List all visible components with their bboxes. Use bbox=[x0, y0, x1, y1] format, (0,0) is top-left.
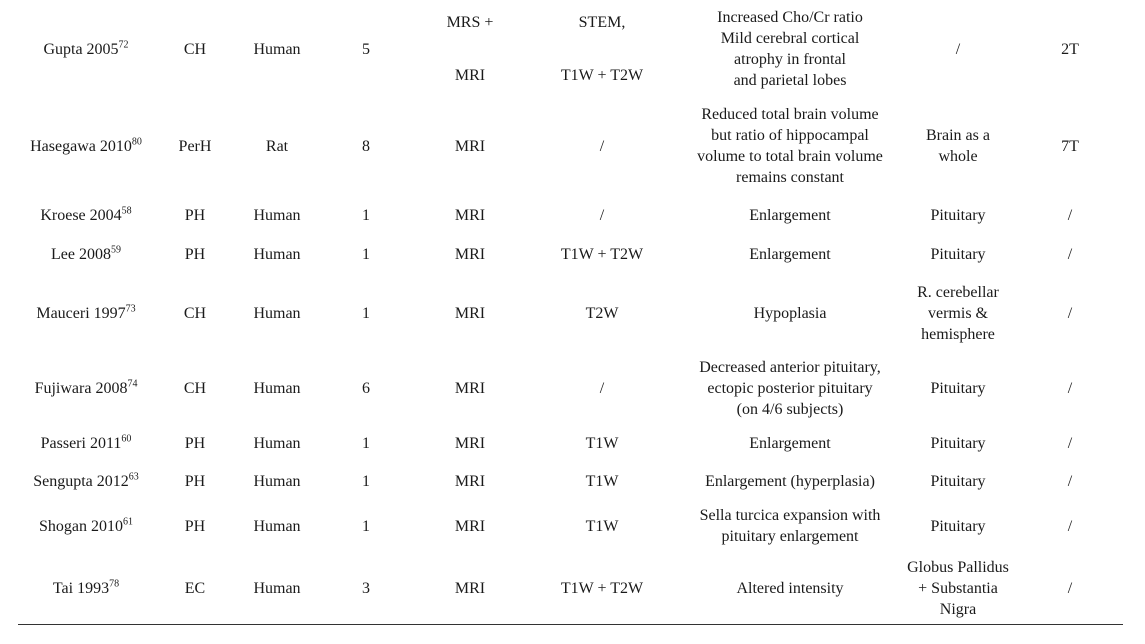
reference-number: 60 bbox=[121, 433, 132, 445]
subjects-cell bbox=[330, 426, 402, 460]
type-cell bbox=[160, 4, 230, 94]
field-strength-value: 2T bbox=[1061, 40, 1079, 58]
finding-line: Hypoplasia bbox=[753, 304, 827, 322]
field-strength-value: / bbox=[1067, 517, 1073, 535]
modality-cell bbox=[410, 234, 530, 274]
species-value: Human bbox=[253, 206, 301, 224]
type-value: EC bbox=[184, 579, 206, 597]
study-author-year: Fujiwara 2008 bbox=[34, 379, 128, 397]
subjects-value: 1 bbox=[362, 304, 370, 322]
sequence-line: / bbox=[599, 206, 605, 224]
sequence-cell bbox=[530, 500, 674, 552]
field-strength-cell bbox=[1030, 4, 1110, 94]
region-line: Brain as a bbox=[926, 127, 990, 144]
finding-line: Reduced total brain volume bbox=[701, 106, 879, 123]
modality-line: MRI bbox=[454, 579, 486, 597]
study-author-year: Kroese 2004 bbox=[40, 206, 122, 224]
species-cell bbox=[232, 462, 322, 500]
sequence-line: T1W bbox=[585, 434, 619, 452]
type-value: PH bbox=[184, 245, 206, 263]
species-value: Human bbox=[253, 434, 301, 452]
modality-line: MRI bbox=[454, 517, 486, 535]
study-name bbox=[51, 244, 121, 265]
type-cell bbox=[160, 234, 230, 274]
field-strength-cell bbox=[1030, 102, 1110, 190]
region-line: Globus Pallidus bbox=[907, 558, 1009, 576]
finding-cell bbox=[674, 426, 906, 460]
study-author-year: Sengupta 2012 bbox=[33, 472, 129, 490]
species-value: Human bbox=[253, 245, 301, 263]
table-row bbox=[0, 500, 1145, 552]
sequence-cell bbox=[530, 352, 674, 424]
modality-cell bbox=[410, 102, 530, 190]
subjects-cell bbox=[330, 196, 402, 234]
field-strength-value: / bbox=[1067, 472, 1073, 490]
type-value: PH bbox=[184, 517, 206, 535]
sequence-line: T1W + T2W bbox=[560, 579, 644, 597]
region-line: vermis & bbox=[928, 304, 988, 322]
species-value: Human bbox=[253, 472, 301, 490]
sequence-cell bbox=[530, 280, 674, 346]
finding-line: volume to total brain volume bbox=[697, 148, 883, 165]
subjects-value: 1 bbox=[362, 434, 370, 452]
study-author-year: Mauceri 1997 bbox=[36, 304, 126, 322]
finding-line: Increased Cho/Cr ratio bbox=[717, 9, 863, 26]
region-line: Pituitary bbox=[930, 206, 986, 224]
region-line: R. cerebellar bbox=[917, 283, 999, 301]
type-value: CH bbox=[183, 379, 207, 397]
type-value: PH bbox=[184, 472, 206, 490]
finding-cell bbox=[674, 500, 906, 552]
sequence-cell bbox=[530, 4, 674, 94]
reference-number: 78 bbox=[109, 578, 120, 590]
finding-line: Enlargement bbox=[749, 434, 831, 452]
field-strength-value: / bbox=[1067, 206, 1073, 224]
species-value: Rat bbox=[265, 137, 289, 155]
finding-cell bbox=[674, 556, 906, 620]
table-row bbox=[0, 426, 1145, 460]
sequence-line: T1W bbox=[585, 517, 619, 535]
type-value: CH bbox=[183, 304, 207, 322]
study-cell bbox=[18, 102, 154, 190]
field-strength-value: / bbox=[1067, 245, 1073, 263]
modality-line: MRI bbox=[454, 206, 486, 224]
type-cell bbox=[160, 556, 230, 620]
subjects-cell bbox=[330, 102, 402, 190]
region-cell bbox=[900, 556, 1016, 620]
sequence-cell bbox=[530, 462, 674, 500]
field-strength-cell bbox=[1030, 426, 1110, 460]
type-cell bbox=[160, 462, 230, 500]
sequence-line: T1W + T2W bbox=[560, 245, 644, 263]
finding-line: ectopic posterior pituitary bbox=[707, 379, 873, 397]
finding-cell bbox=[674, 4, 906, 94]
region-line: + Substantia bbox=[918, 579, 998, 597]
modality-cell bbox=[410, 500, 530, 552]
table-row bbox=[0, 234, 1145, 274]
field-strength-cell bbox=[1030, 352, 1110, 424]
finding-line: and parietal lobes bbox=[733, 72, 847, 89]
study-name bbox=[43, 39, 128, 60]
region-line: Pituitary bbox=[930, 517, 986, 535]
sequence-line: T1W bbox=[585, 472, 619, 490]
study-name bbox=[36, 303, 135, 324]
sequence-cell bbox=[530, 234, 674, 274]
reference-number: 73 bbox=[125, 303, 136, 315]
sequence-cell bbox=[530, 426, 674, 460]
table-row bbox=[0, 102, 1145, 190]
sequence-line: / bbox=[599, 137, 605, 155]
modality-line: MRI bbox=[454, 472, 486, 490]
region-line: Nigra bbox=[939, 600, 977, 618]
sequence-line: / bbox=[599, 379, 605, 397]
modality-cell bbox=[410, 556, 530, 620]
region-cell bbox=[900, 280, 1016, 346]
study-cell bbox=[18, 352, 154, 424]
finding-cell bbox=[674, 102, 906, 190]
region-cell bbox=[900, 196, 1016, 234]
subjects-cell bbox=[330, 280, 402, 346]
subjects-cell bbox=[330, 4, 402, 94]
study-name bbox=[41, 433, 132, 454]
modality-line: MRI bbox=[454, 245, 486, 263]
region-line: Pituitary bbox=[930, 379, 986, 397]
field-strength-cell bbox=[1030, 556, 1110, 620]
modality-cell bbox=[410, 426, 530, 460]
type-value: CH bbox=[183, 40, 207, 58]
field-strength-value: / bbox=[1067, 579, 1073, 597]
field-strength-cell bbox=[1030, 462, 1110, 500]
type-value: PH bbox=[184, 434, 206, 452]
region-cell bbox=[900, 426, 1016, 460]
modality-cell bbox=[410, 280, 530, 346]
region-line: Pituitary bbox=[930, 472, 986, 490]
study-name bbox=[40, 205, 131, 226]
reference-number: 59 bbox=[110, 244, 121, 256]
sequence-line: T2W bbox=[585, 304, 619, 322]
field-strength-value: / bbox=[1067, 379, 1073, 397]
species-value: Human bbox=[253, 304, 301, 322]
study-name bbox=[53, 578, 119, 599]
field-strength-value: 7T bbox=[1061, 137, 1079, 155]
species-cell bbox=[232, 352, 322, 424]
study-author-year: Tai 1993 bbox=[52, 579, 110, 597]
region-line: whole bbox=[938, 148, 978, 165]
subjects-cell bbox=[330, 556, 402, 620]
field-strength-value: / bbox=[1067, 304, 1073, 322]
finding-line: atrophy in frontal bbox=[734, 51, 846, 68]
finding-cell bbox=[674, 196, 906, 234]
study-name bbox=[30, 136, 142, 157]
species-value: Human bbox=[253, 517, 301, 535]
field-strength-cell bbox=[1030, 500, 1110, 552]
modality-cell bbox=[410, 196, 530, 234]
species-value: Human bbox=[253, 579, 301, 597]
study-author-year: Lee 2008 bbox=[51, 245, 111, 263]
subjects-value: 1 bbox=[362, 245, 370, 263]
sequence-line: T1W + T2W bbox=[560, 67, 644, 84]
region-cell bbox=[900, 500, 1016, 552]
sequence-cell bbox=[530, 556, 674, 620]
reference-number: 63 bbox=[128, 471, 139, 483]
table-row bbox=[0, 462, 1145, 500]
type-value: PerH bbox=[178, 137, 212, 155]
study-name bbox=[35, 378, 138, 399]
study-cell bbox=[18, 196, 154, 234]
finding-line: Mild cerebral cortical bbox=[720, 30, 860, 47]
subjects-cell bbox=[330, 500, 402, 552]
table-row bbox=[0, 4, 1145, 94]
table-row bbox=[0, 280, 1145, 346]
modality-line: MRI bbox=[454, 67, 486, 84]
finding-line: but ratio of hippocampal bbox=[711, 127, 869, 144]
subjects-value: 3 bbox=[362, 579, 370, 597]
reference-number: 74 bbox=[127, 378, 138, 390]
species-cell bbox=[232, 500, 322, 552]
species-cell bbox=[232, 234, 322, 274]
modality-cell bbox=[410, 4, 530, 94]
species-cell bbox=[232, 556, 322, 620]
subjects-value: 5 bbox=[362, 40, 370, 58]
sequence-cell bbox=[530, 102, 674, 190]
species-cell bbox=[232, 4, 322, 94]
type-cell bbox=[160, 196, 230, 234]
subjects-value: 8 bbox=[362, 137, 370, 155]
type-cell bbox=[160, 500, 230, 552]
species-cell bbox=[232, 426, 322, 460]
modality-line: MRI bbox=[454, 379, 486, 397]
type-cell bbox=[160, 102, 230, 190]
finding-line: Enlargement bbox=[749, 206, 831, 224]
type-cell bbox=[160, 352, 230, 424]
finding-line: Enlargement bbox=[749, 245, 831, 263]
finding-line: Decreased anterior pituitary, bbox=[699, 358, 881, 376]
finding-line: pituitary enlargement bbox=[721, 528, 859, 545]
study-cell bbox=[18, 462, 154, 500]
study-cell bbox=[18, 500, 154, 552]
subjects-value: 1 bbox=[362, 472, 370, 490]
modality-cell bbox=[410, 352, 530, 424]
study-cell bbox=[18, 234, 154, 274]
finding-cell bbox=[674, 234, 906, 274]
reference-number: 80 bbox=[131, 136, 142, 148]
type-value: PH bbox=[184, 206, 206, 224]
sequence-cell bbox=[530, 196, 674, 234]
subjects-value: 1 bbox=[362, 517, 370, 535]
subjects-cell bbox=[330, 462, 402, 500]
table-row bbox=[0, 196, 1145, 234]
subjects-cell bbox=[330, 234, 402, 274]
table-bottom-rule bbox=[18, 624, 1123, 625]
study-name bbox=[33, 471, 139, 492]
region-cell bbox=[900, 462, 1016, 500]
species-value: Human bbox=[253, 40, 301, 58]
finding-cell bbox=[674, 280, 906, 346]
reference-number: 58 bbox=[121, 205, 132, 217]
study-cell bbox=[18, 4, 154, 94]
modality-line: MRI bbox=[454, 304, 486, 322]
species-value: Human bbox=[253, 379, 301, 397]
region-line: Pituitary bbox=[930, 245, 986, 263]
subjects-cell bbox=[330, 352, 402, 424]
modality-line: MRI bbox=[454, 137, 486, 155]
finding-line: Enlargement (hyperplasia) bbox=[705, 472, 875, 490]
region-cell bbox=[900, 352, 1016, 424]
region-cell bbox=[900, 234, 1016, 274]
finding-line: Altered intensity bbox=[736, 579, 844, 597]
species-cell bbox=[232, 280, 322, 346]
species-cell bbox=[232, 196, 322, 234]
study-author-year: Passeri 2011 bbox=[40, 434, 122, 452]
field-strength-value: / bbox=[1067, 434, 1073, 452]
type-cell bbox=[160, 280, 230, 346]
type-cell bbox=[160, 426, 230, 460]
study-cell bbox=[18, 556, 154, 620]
finding-cell bbox=[674, 352, 906, 424]
reference-number: 72 bbox=[118, 39, 129, 51]
subjects-value: 1 bbox=[362, 206, 370, 224]
modality-line: MRS + bbox=[446, 14, 494, 31]
field-strength-cell bbox=[1030, 234, 1110, 274]
table-row bbox=[0, 556, 1145, 620]
field-strength-cell bbox=[1030, 196, 1110, 234]
study-cell bbox=[18, 426, 154, 460]
finding-line: (on 4/6 subjects) bbox=[736, 400, 844, 418]
subjects-value: 6 bbox=[362, 379, 370, 397]
study-author-year: Gupta 2005 bbox=[43, 40, 119, 58]
finding-line: Sella turcica expansion with bbox=[699, 507, 881, 524]
region-line: / bbox=[955, 40, 961, 58]
study-author-year: Hasegawa 2010 bbox=[30, 137, 132, 155]
modality-line: MRI bbox=[454, 434, 486, 452]
species-cell bbox=[232, 102, 322, 190]
finding-cell bbox=[674, 462, 906, 500]
finding-line: remains constant bbox=[736, 169, 844, 186]
study-name bbox=[39, 516, 133, 537]
table-row bbox=[0, 352, 1145, 424]
sequence-line: STEM, bbox=[578, 14, 626, 31]
region-cell bbox=[900, 102, 1016, 190]
region-line: hemisphere bbox=[921, 325, 995, 343]
reference-number: 61 bbox=[123, 516, 133, 528]
field-strength-cell bbox=[1030, 280, 1110, 346]
study-author-year: Shogan 2010 bbox=[39, 517, 123, 535]
region-line: Pituitary bbox=[930, 434, 986, 452]
modality-cell bbox=[410, 462, 530, 500]
region-cell bbox=[900, 4, 1016, 94]
study-cell bbox=[18, 280, 154, 346]
